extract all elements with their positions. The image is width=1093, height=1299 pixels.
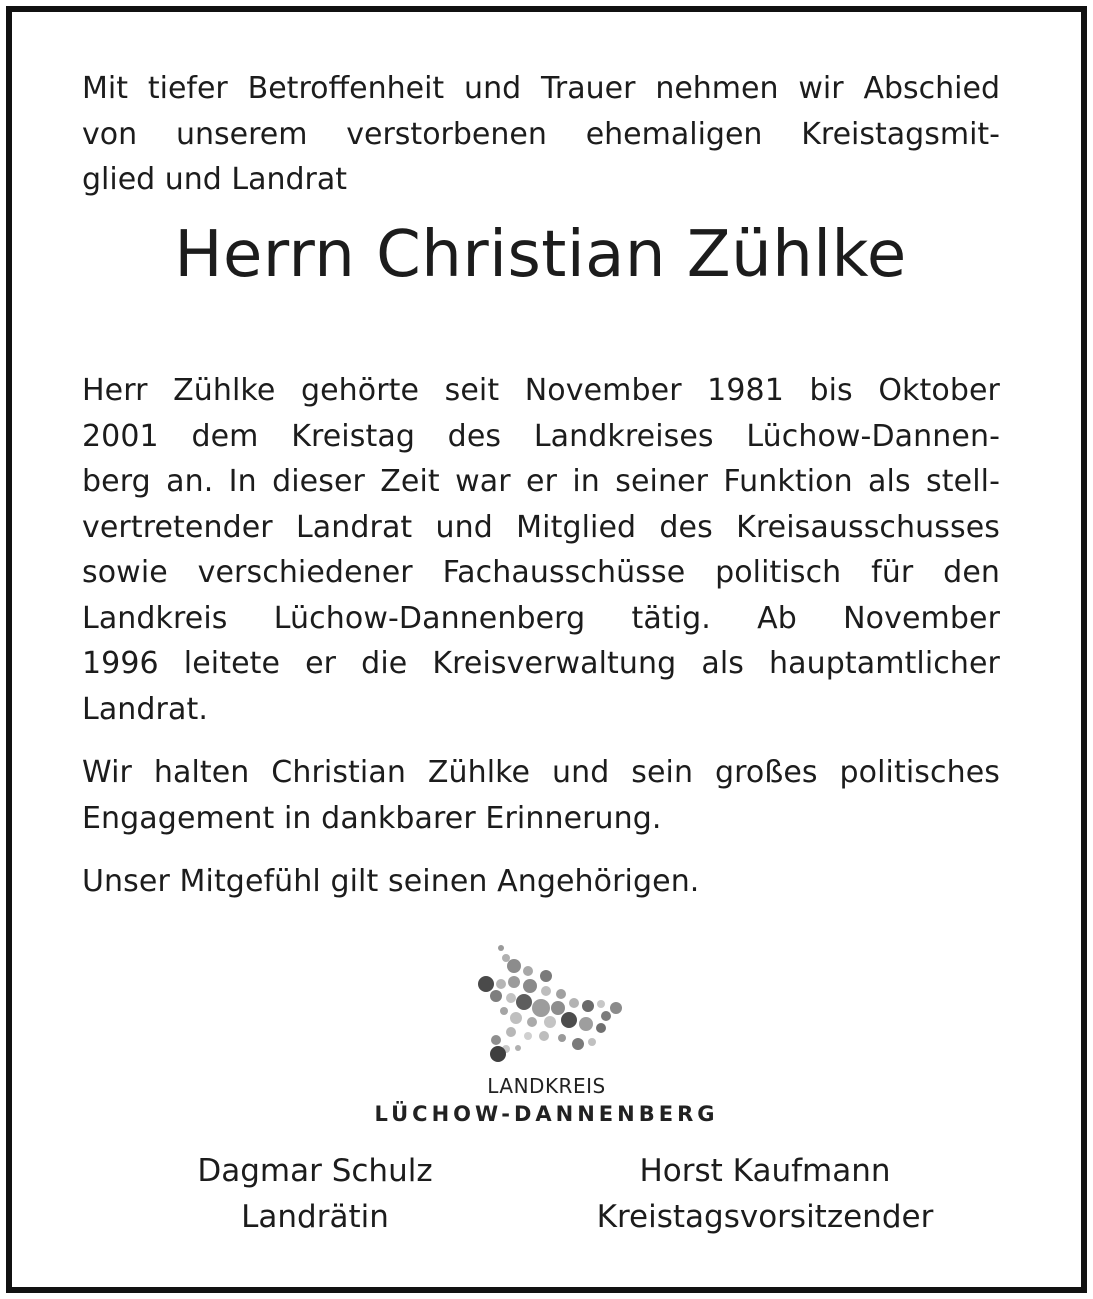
intro-block <box>82 66 1000 203</box>
text-line: Landrat. <box>82 691 208 727</box>
text-line: vertretender Landrat und Mitglied des Kreisausschusses <box>82 509 1000 545</box>
signatory-name: Dagmar Schulz <box>197 1153 433 1189</box>
intro-text <box>82 66 1000 203</box>
intro-line: von unserem verstorbenen ehemaligen Kreistagsmit- <box>82 116 1000 152</box>
landkreis-dots-logo-icon <box>466 936 636 1071</box>
intro-line: Mit tiefer Betroffenheit und Trauer nehmen wir Abschied <box>82 71 1000 106</box>
body-text <box>82 368 1000 905</box>
signatory-role: Kreistagsvorsitzender <box>596 1199 934 1235</box>
text-line: Wir halten Christian Zühlke und sein großes politisches <box>82 755 1000 790</box>
logo-text-landkreis: LANDKREIS <box>487 1074 606 1098</box>
paragraph-career <box>82 368 1000 732</box>
paragraph-remembrance <box>82 750 1000 841</box>
logo-text-district: LÜCHOW-DANNENBERG <box>374 1102 719 1126</box>
text-line: 2001 dem Kreistag des Landkreises Lüchow-Dannen- <box>82 418 1000 454</box>
signatory-name: Horst Kaufmann <box>639 1153 891 1189</box>
signature-right <box>560 1148 970 1240</box>
text-line: berg an. In dieser Zeit war er in seiner Funktion als stell- <box>82 464 1000 499</box>
text-line: Engagement in dankbarer Erinnerung. <box>82 800 662 836</box>
text-line: Herr Zühlke gehörte seit November 1981 bis Oktober <box>82 373 1000 408</box>
text-line: sowie verschiedener Fachausschüsse politisch für den <box>82 555 1000 590</box>
text-line: Landkreis Lüchow-Dannenberg tätig. Ab November <box>82 600 1000 636</box>
signatory-role: Landrätin <box>241 1199 389 1235</box>
deceased-name: Herrn Christian Zühlke <box>174 218 907 292</box>
signature-left <box>140 1148 490 1240</box>
intro-line: glied und Landrat <box>82 162 347 197</box>
text-line: Unser Mitgefühl gilt seinen Angehörigen. <box>82 864 700 899</box>
paragraph-condolence <box>82 859 1000 905</box>
text-line: 1996 leitete er die Kreisverwaltung als hauptamtlicher <box>82 646 1000 681</box>
